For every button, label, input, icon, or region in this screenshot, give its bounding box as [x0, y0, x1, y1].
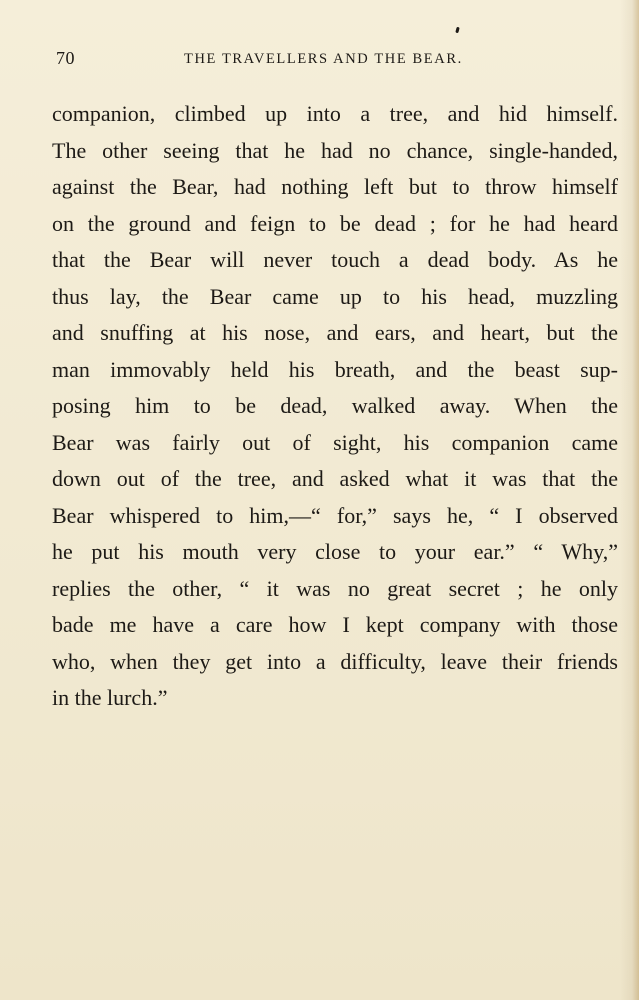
- text-line: in the lurch.”: [52, 685, 168, 710]
- text-line: Bear was fairly out of sight, his companion came: [52, 429, 618, 455]
- text-line: man immovably held his breath, and the beast sup-: [52, 356, 618, 382]
- text-line: and snuffing at his nose, and ears, and heart, but the: [52, 320, 618, 345]
- text-line: companion, climbed up into a tree, and hid himself.: [52, 101, 618, 126]
- page-header: [56, 48, 618, 74]
- text-line: he put his mouth very close to your ear.” “ Why,”: [52, 539, 618, 564]
- text-line: posing him to be dead, walked away. When the: [52, 393, 618, 418]
- page-number: 70: [56, 48, 75, 68]
- body-text: [52, 96, 618, 717]
- text-line: thus lay, the Bear came up to his head, muzzling: [52, 283, 618, 309]
- text-line: who, when they get into a difficulty, leave their friends: [52, 648, 618, 674]
- text-line: against the Bear, had nothing left but to throw himself: [52, 174, 618, 199]
- text-line: down out of the tree, and asked what it was that the: [52, 466, 618, 491]
- text-line: bade me have a care how I kept company with those: [52, 612, 618, 637]
- text-line: that the Bear will never touch a dead body. As he: [52, 247, 618, 272]
- ink-speck: [455, 27, 459, 34]
- text-line: Bear whispered to him,—“ for,” says he, “ I observed: [52, 502, 618, 528]
- text-line: replies the other, “ it was no great secret ; he only: [52, 575, 618, 601]
- text-line: The other seeing that he had no chance, single-handed,: [52, 137, 618, 163]
- text-line: on the ground and feign to be dead ; for he had heard: [52, 210, 618, 236]
- running-title: THE TRAVELLERS AND THE BEAR.: [184, 51, 463, 67]
